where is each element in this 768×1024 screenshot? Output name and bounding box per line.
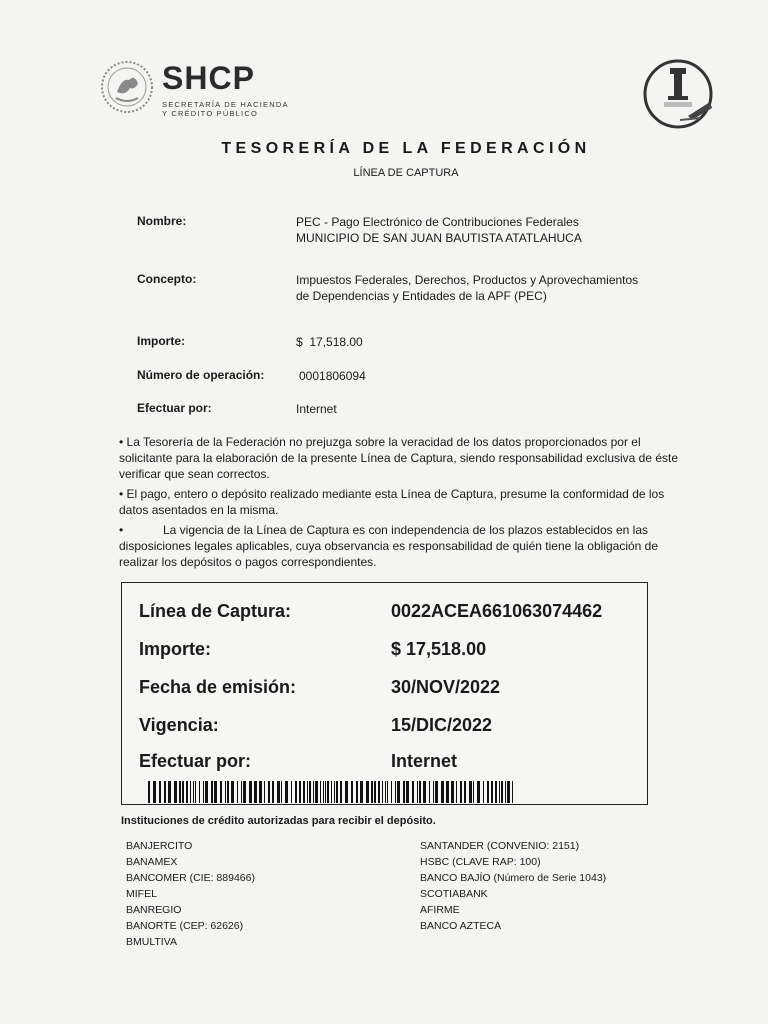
barcode-bar — [237, 781, 238, 803]
barcode-bar — [299, 781, 301, 803]
barcode-bar — [190, 781, 191, 803]
barcode-bar — [153, 781, 156, 803]
operacion-label: Número de operación: — [137, 368, 265, 382]
barcode — [148, 781, 514, 803]
barcode-bar — [451, 781, 454, 803]
barcode-bar — [327, 781, 329, 803]
note-3 — [119, 522, 679, 570]
barcode-bar — [203, 781, 204, 803]
barcode-bar — [214, 781, 217, 803]
barcode-bar — [477, 781, 480, 803]
barcode-bar — [487, 781, 489, 803]
barcode-bar — [371, 781, 373, 803]
barcode-bar — [164, 781, 166, 803]
barcode-bar — [397, 781, 400, 803]
barcode-bar — [243, 781, 246, 803]
barcode-bar — [340, 781, 342, 803]
barcode-bar — [334, 781, 335, 803]
shcp-subtitle — [162, 100, 289, 118]
barcode-bar — [199, 781, 200, 803]
barcode-bar — [360, 781, 363, 803]
barcode-bar — [469, 781, 472, 803]
importe-value: $ 17,518.00 — [296, 335, 363, 349]
efectuar-value: Internet — [296, 402, 337, 416]
barcode-bar — [168, 781, 171, 803]
institution-item: BANORTE (CEP: 62626) — [126, 920, 244, 932]
barcode-bar — [403, 781, 405, 803]
barcode-bar — [285, 781, 288, 803]
barcode-bar — [412, 781, 414, 803]
barcode-bar — [345, 781, 348, 803]
capture-fecha-label: Fecha de emisión: — [139, 677, 297, 697]
institutions-left-list — [126, 838, 255, 950]
barcode-bar — [507, 781, 510, 803]
barcode-bar — [423, 781, 426, 803]
shcp-wordmark: SHCP — [162, 60, 255, 96]
concepto-label: Concepto: — [137, 272, 197, 286]
barcode-bar — [387, 781, 388, 803]
barcode-bar — [295, 781, 297, 803]
document-subtitle: LÍNEA DE CAPTURA — [353, 167, 459, 179]
barcode-bar — [419, 781, 421, 803]
barcode-bar — [291, 781, 292, 803]
barcode-bar — [499, 781, 500, 803]
barcode-bar — [391, 781, 392, 803]
note-3-text: La vigencia de la Línea de Captura es con independencia de los plazos establecidos en las disposiciones legales aplicables, cuya observancia es responsabilidad de quién tiene la obligación de realizar los depósitos o pagos correspondientes. — [119, 523, 659, 569]
barcode-bar — [193, 781, 194, 803]
barcode-bar — [366, 781, 369, 803]
barcode-bar — [254, 781, 257, 803]
barcode-bar — [174, 781, 177, 803]
barcode-bar — [356, 781, 358, 803]
barcode-bar — [464, 781, 466, 803]
note-2: • El pago, entero o depósito realizado mediante esta Línea de Captura, presume la conformidad de los datos asentados en la misma. — [119, 487, 665, 517]
barcode-bar — [211, 781, 213, 803]
barcode-bar — [395, 781, 396, 803]
shcp-subtitle-line-1: SECRETARÍA DE HACIENDA — [162, 100, 289, 109]
capture-efectuar-label: Efectuar por: — [139, 751, 252, 771]
disclaimer-notes — [119, 434, 679, 574]
barcode-bar — [195, 781, 196, 803]
barcode-bar — [385, 781, 386, 803]
barcode-bar — [512, 781, 513, 803]
barcode-bar — [303, 781, 305, 803]
barcode-bar — [220, 781, 222, 803]
barcode-bar — [473, 781, 474, 803]
capture-importe-value: $ 17,518.00 — [391, 639, 487, 659]
capture-linea-value: 0022ACEA661063074462 — [391, 601, 603, 621]
shcp-subtitle-line-2: Y CRÉDITO PÚBLICO — [162, 109, 258, 118]
institution-item: SANTANDER (CONVENIO: 2151) — [420, 840, 580, 852]
barcode-bar — [315, 781, 318, 803]
barcode-bar — [460, 781, 462, 803]
barcode-bar — [272, 781, 274, 803]
institution-item: BMULTIVA — [126, 936, 177, 948]
institution-item: BANCO BAJÍO (Número de Serie 1043) — [420, 872, 607, 884]
barcode-bar — [417, 781, 418, 803]
institution-item: HSBC (CLAVE RAP: 100) — [420, 856, 541, 868]
barcode-bar — [441, 781, 444, 803]
barcode-bar — [336, 781, 338, 803]
barcode-bar — [382, 781, 383, 803]
barcode-bar — [313, 781, 314, 803]
barcode-bar — [495, 781, 497, 803]
barcode-bar — [249, 781, 252, 803]
barcode-bar — [505, 781, 506, 803]
barcode-bar — [435, 781, 438, 803]
barcode-bar — [433, 781, 434, 803]
institution-item: BANCOMER (CIE: 889466) — [126, 872, 255, 884]
barcode-bar — [205, 781, 208, 803]
barcode-bar — [179, 781, 181, 803]
national-seal-icon — [100, 60, 154, 114]
institution-item: MIFEL — [126, 888, 157, 900]
tesoreria-emblem-icon — [640, 56, 718, 134]
barcode-bar — [264, 781, 265, 803]
nombre-label: Nombre: — [137, 214, 187, 228]
barcode-bar — [374, 781, 376, 803]
barcode-bar — [325, 781, 326, 803]
barcode-bar — [186, 781, 188, 803]
barcode-bar — [331, 781, 332, 803]
institution-item: AFIRME — [420, 904, 460, 916]
note-3-bullet: • — [119, 523, 124, 537]
barcode-bar — [241, 781, 242, 803]
concepto-value — [296, 272, 638, 304]
nombre-value — [296, 214, 582, 246]
capture-box — [121, 582, 648, 805]
barcode-bar — [182, 781, 184, 803]
barcode-bar — [446, 781, 449, 803]
barcode-bar — [281, 781, 282, 803]
nombre-line-1: PEC - Pago Electrónico de Contribuciones Federales — [296, 215, 579, 229]
institution-item: BANAMEX — [126, 856, 178, 868]
capture-fecha-value: 30/NOV/2022 — [391, 677, 501, 697]
barcode-bar — [259, 781, 262, 803]
barcode-bar — [307, 781, 308, 803]
concepto-line-1: Impuestos Federales, Derechos, Productos y Aprovechamientos — [296, 273, 639, 287]
barcode-bar — [309, 781, 311, 803]
institution-item: BANREGIO — [126, 904, 182, 916]
barcode-bar — [268, 781, 270, 803]
barcode-bar — [148, 781, 150, 803]
institution-item: BANJERCITO — [126, 840, 193, 852]
barcode-bar — [320, 781, 321, 803]
institution-item: BANCO AZTECA — [420, 920, 502, 932]
barcode-bar — [351, 781, 353, 803]
institution-item: SCOTIABANK — [420, 888, 488, 900]
operacion-value: 0001806094 — [299, 369, 366, 383]
capture-vigencia-value: 15/DIC/2022 — [391, 715, 493, 735]
barcode-bar — [277, 781, 280, 803]
barcode-bar — [456, 781, 457, 803]
capture-vigencia-label: Vigencia: — [139, 715, 219, 735]
barcode-bar — [227, 781, 229, 803]
importe-label: Importe: — [137, 334, 185, 348]
barcode-bar — [483, 781, 484, 803]
barcode-bar — [429, 781, 430, 803]
efectuar-label: Efectuar por: — [137, 401, 212, 415]
barcode-bar — [406, 781, 409, 803]
document-title: TESORERÍA DE LA FEDERACIÓN — [221, 140, 591, 157]
shcp-logo — [100, 58, 400, 128]
barcode-bar — [501, 781, 503, 803]
barcode-bar — [225, 781, 226, 803]
barcode-bar — [491, 781, 493, 803]
capture-linea-label: Línea de Captura: — [139, 601, 292, 621]
capture-importe-label: Importe: — [139, 639, 211, 659]
concepto-line-2: de Dependencias y Entidades de la APF (PEC) — [296, 289, 547, 303]
institutions-title: Instituciones de crédito autorizadas para recibir el depósito. — [121, 815, 436, 827]
capture-efectuar-value: Internet — [391, 751, 458, 771]
barcode-bar — [323, 781, 324, 803]
barcode-bar — [378, 781, 380, 803]
barcode-bar — [231, 781, 234, 803]
note-1: • La Tesorería de la Federación no prejuzga sobre la veracidad de los datos proporcionados por el solicitante para la elaboración de la presente Línea de Captura, siendo responsabilidad exclusiva de éste verificar que sean correctos. — [119, 435, 679, 481]
barcode-bar — [159, 781, 161, 803]
institutions-right-list — [420, 838, 606, 934]
nombre-line-2: MUNICIPIO DE SAN JUAN BAUTISTA ATATLAHUCA — [296, 231, 582, 245]
